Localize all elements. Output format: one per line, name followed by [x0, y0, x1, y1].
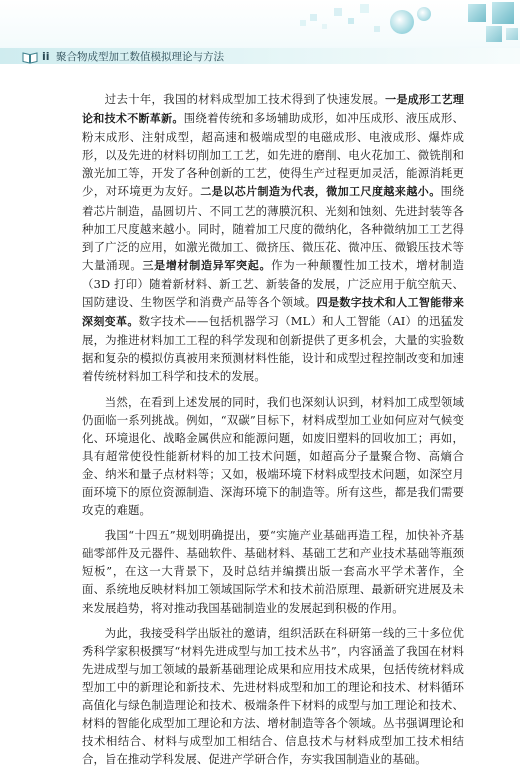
text-run: 过去十年，我国的材料成型加工技术得到了快速发展。: [104, 92, 386, 106]
page-number: ii: [42, 50, 50, 63]
bold-heading-run: 二是以芯片制造为代表，微加工尺度越来越小。: [200, 185, 441, 199]
text-run: 为此，我接受科学出版社的邀请，组织活跃在科研第一线的三十多位优秀科学家积极撰写“材料先进成型与加工技术丛书”，内容涵盖了我国在材料先进成型与加工领域的最新基础理论成果和应用技术成果，包括传统材料成型加工中的新理论和新技术、先进材料成型和加工的理论和技术、材料循环高值化与绿色制造理论和技术、极端条件下材料的成型与加工理论和技术、材料的智能化成型加工理论和方法、增材制造等各个领域。丛书强调理论和技术相结合、材料与成型加工相结合、信息技术与材料成型加工技术相结合，旨在推动学科发展、促进产学研合作，夯实我国制造业的基础。: [82, 625, 464, 767]
text-run: 当然，在看到上述发展的同时，我们也深刻认识到，材料加工成型领域仍面临一系列挑战。例如，“双碳”目标下，材料成型加工业如何应对气候变化、环境退化、战略金属供应和能源问题，如废旧塑料的回收加工；再如，具有超常使役性能新材料的加工技术问题，如超高分子量聚合物、高熵合金、纳米和量子点材料等；又如，极端环境下材料成型技术问题，如深空月面环境下的原位资源制造、深海环境下的制造等。所有这些，都是我们需要攻克的难题。: [82, 394, 464, 518]
text-run: 围绕着芯片制造，晶圆切片、不同工艺的薄膜沉积、光刻和蚀刻、先进封装等各种加工尺度越来越小。同时，随着加工尺度的微纳化，各种微纳加工工艺得到了广泛的应用，如激光微加工、微挤压、微压花、微冲压、微锻压技术等大量涌现。: [82, 184, 464, 272]
paragraph: [82, 624, 464, 769]
text-run: 围绕着传统和多场辅助成形，如冲压成形、液压成形、粉末成形、注射成型，超高速和极端成型的电磁成形、电液成形、爆炸成形，以及先进的材料切削加工工艺，如先进的磨削、电火花加工、微铣削和激光加工等，开发了各种创新的工艺，使得生产过程更加灵活，能源消耗更少，对环境更为友好。: [82, 111, 465, 199]
book-icon: [22, 51, 38, 64]
body-text: [82, 90, 464, 775]
decorative-cubes-graphic: [300, 0, 520, 48]
text-run: 我国“十四五”规划明确提出，要“实施产业基础再造工程，加快补齐基础零部件及元器件、基础软件、基础材料、基础工艺和产业技术基础等瓶颈短板”，在这一大背景下，及时总结并编撰出版一套高水平学术著作，全面、系统地反映材料加工领域国际学术和技术前沿原理、最新研究进展及未来发展趋势，将对推动我国基础制造业的发展起到积极的作用。: [82, 528, 464, 615]
text-run: 作为一种颠覆性加工技术，增材制造（3D 打印）随着新材料、新工艺、新装备的发展，广泛应用于航空航天、国防建设、生物医学和消费产品等各个领域。: [82, 257, 464, 310]
text-run: 数字技术——包括机器学习（ML）和人工智能（AI）的迅猛发展，为推进材料加工工程的科学发现和创新提供了更多机会，大量的实验数据和复杂的模拟仿真被用来预测材料性能，设计和成型过程控制改变和加速着传统材料加工科学和技术的发展。: [82, 314, 465, 384]
bold-heading-run: 四是数字技术和人工智能带来深刻变革。: [82, 296, 464, 329]
bold-heading-run: 一是成形工艺理论和技术不断革新。: [82, 93, 464, 126]
paragraph: [82, 393, 464, 520]
paragraph: [82, 90, 464, 386]
book-title: 聚合物成型加工数值模拟理论与方法: [56, 51, 224, 63]
paragraph: [82, 526, 464, 616]
page-header-band: [0, 0, 520, 64]
bold-heading-run: 三是增材制造异军突起。: [142, 258, 272, 272]
